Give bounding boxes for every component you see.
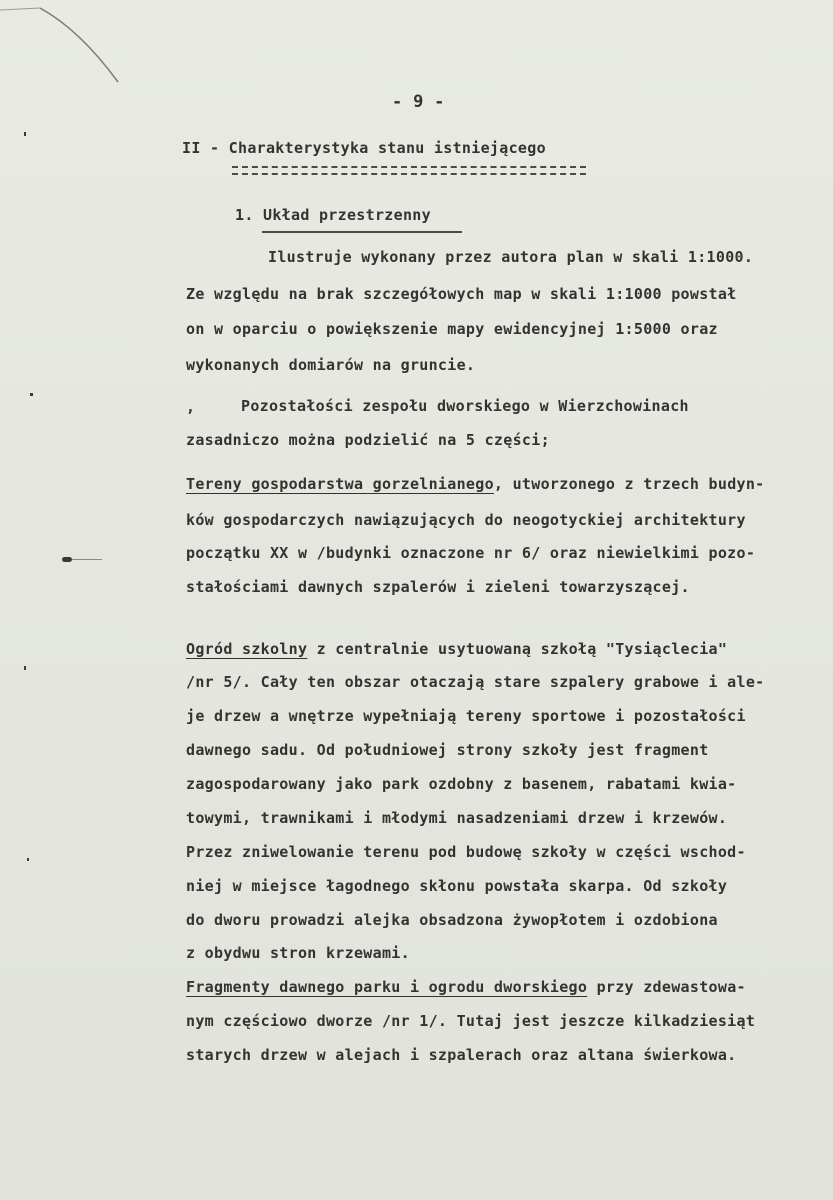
- paragraph-line: dawnego sadu. Od południowej strony szkoły jest fragment: [186, 741, 709, 759]
- paragraph-line: Ze względu na brak szczegółowych map w skali 1:1000 powstał: [186, 285, 737, 303]
- margin-tick-mark: [24, 132, 26, 136]
- margin-comma: ,: [186, 398, 196, 416]
- paragraph-line: stałościami dawnych szpalerów i zieleni towarzyszącej.: [186, 578, 690, 596]
- paragraph-line: Ilustruje wykonany przez autora plan w skali 1:1000.: [268, 248, 754, 266]
- paragraph-line: je drzew a wnętrze wypełniają tereny sportowe i pozostałości: [186, 707, 746, 725]
- paragraph-line: nym częściowo dworze /nr 1/. Tutaj jest jeszcze kilkadziesiąt: [186, 1012, 756, 1030]
- margin-fold-line: [72, 559, 102, 560]
- paragraph-line: on w oparciu o powiększenie mapy ewidencyjnej 1:5000 oraz: [186, 320, 718, 338]
- paragraph-line: niej w miejsce łagodnego skłonu powstała skarpa. Od szkoły: [186, 877, 728, 895]
- part-c-first-line: [186, 978, 746, 996]
- paragraph-line: starych drzew w alejach i szpalerach oraz altana świerkowa.: [186, 1046, 737, 1064]
- part-c-label: Fragmenty dawnego parku i ogrodu dworskiego: [186, 978, 588, 996]
- paragraph-line: zagospodarowany jako park ozdobny z basenem, rabatami kwia-: [186, 775, 737, 793]
- part-a-label: Tereny gospodarstwa gorzelnianego: [186, 475, 494, 493]
- section-heading-underline: [262, 231, 462, 233]
- margin-hole-mark: [62, 557, 72, 562]
- margin-tick-mark: [30, 393, 33, 396]
- page-number: - 9 -: [392, 92, 445, 112]
- margin-tick-mark: [27, 858, 29, 861]
- paragraph-line: towymi, trawnikami i młodymi nasadzeniami drzew i krzewów.: [186, 809, 728, 827]
- margin-tick-mark: [24, 666, 26, 670]
- part-a-line-rest: , utworzonego z trzech budyn-: [493, 475, 765, 493]
- paragraph-line: Pozostałości zespołu dworskiego w Wierzchowinach: [241, 397, 689, 415]
- paragraph-line: do dworu prowadzi alejka obsadzona żywopłotem i ozdobiona: [186, 911, 718, 929]
- corner-crease-mark: [0, 0, 130, 90]
- chapter-title-double-underline: [232, 166, 586, 175]
- paragraph-line: z obydwu stron krzewami.: [186, 944, 410, 962]
- part-b-label: Ogród szkolny: [186, 640, 308, 658]
- section-heading: 1. Układ przestrzenny: [235, 206, 431, 224]
- paragraph-line: /nr 5/. Cały ten obszar otaczają stare szpalery grabowe i ale-: [186, 673, 765, 691]
- part-a-first-line: [186, 475, 765, 493]
- chapter-title: II - Charakterystyka stanu istniejącego: [182, 139, 546, 157]
- paragraph-line: początku XX w /budynki oznaczone nr 6/ oraz niewielkimi pozo-: [186, 544, 756, 562]
- paragraph-line: zasadniczo można podzielić na 5 części;: [186, 431, 550, 449]
- paragraph-line: Przez zniwelowanie terenu pod budowę szkoły w części wschod-: [186, 843, 746, 861]
- part-b-first-line: [186, 640, 727, 658]
- part-c-line-rest: przy zdewastowa-: [587, 978, 746, 996]
- part-b-line-rest: z centralnie usytuowaną szkołą "Tysiąclecia": [307, 640, 728, 658]
- paragraph-line: ków gospodarczych nawiązujących do neogotyckiej architektury: [186, 511, 746, 529]
- paragraph-line: wykonanych domiarów na gruncie.: [186, 356, 476, 374]
